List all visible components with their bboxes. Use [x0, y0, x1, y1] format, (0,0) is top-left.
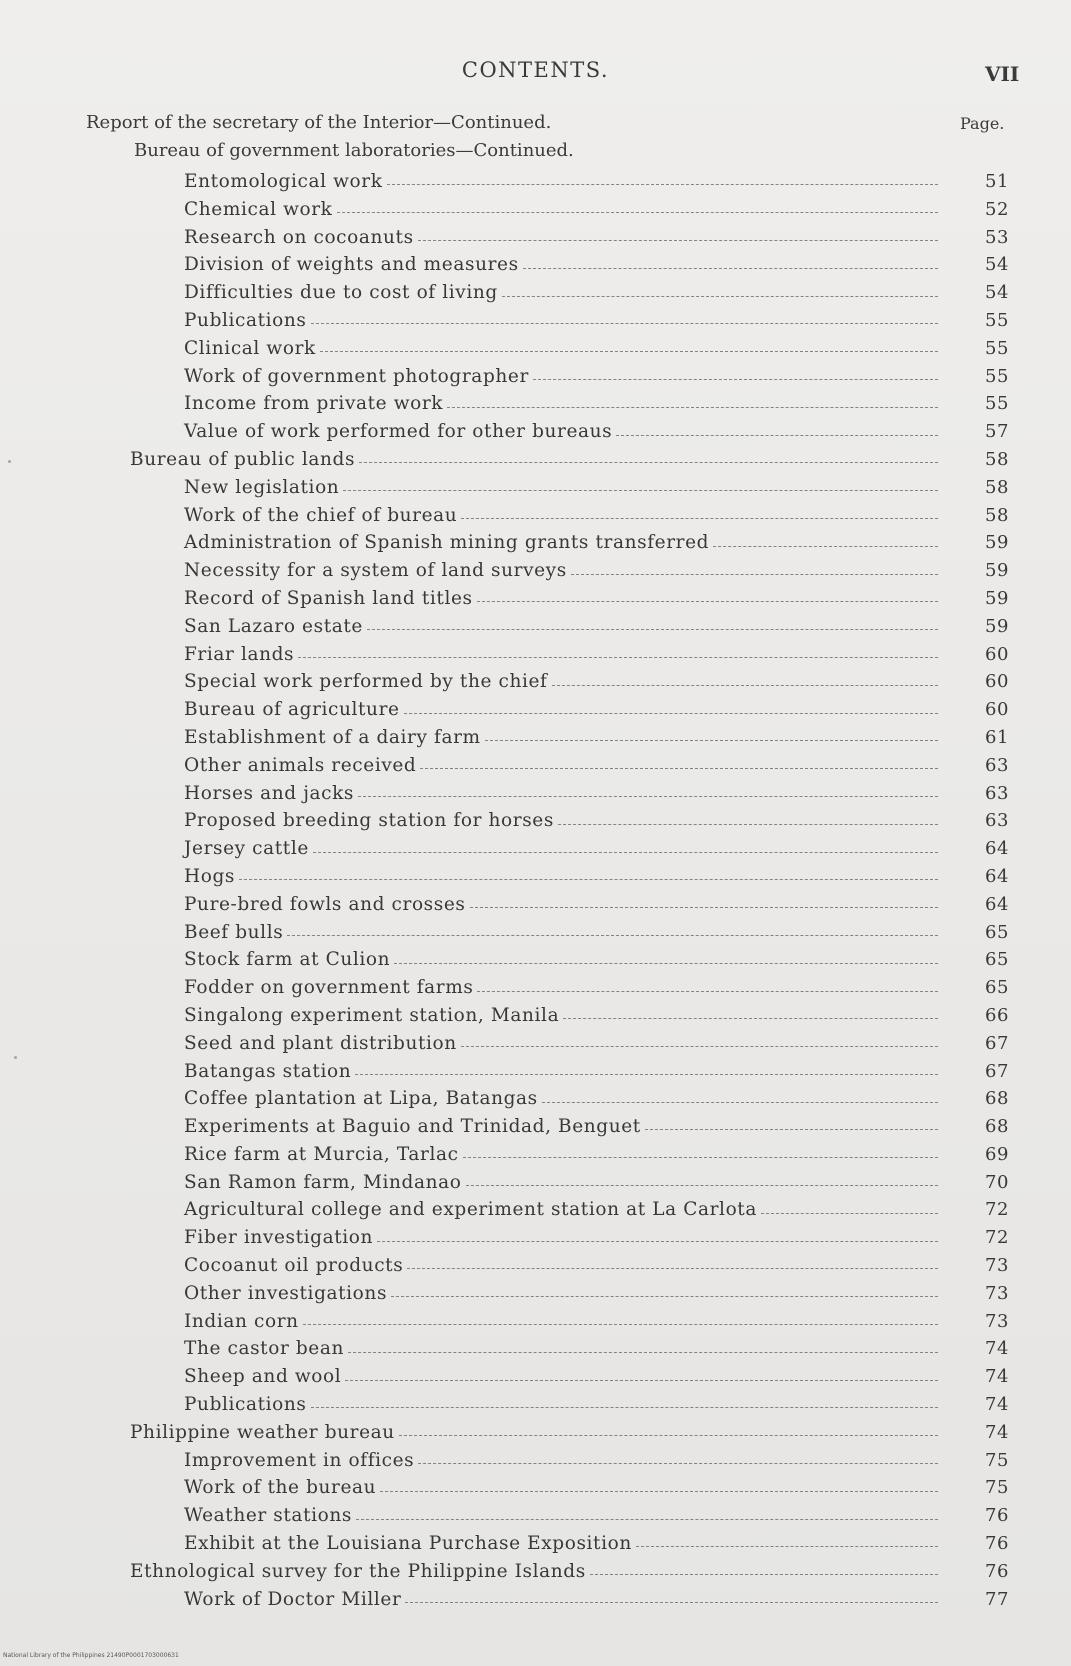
toc-entry — [0, 696, 1071, 724]
toc-entry-page: 54 — [985, 282, 1010, 304]
toc-entry — [0, 1141, 1071, 1169]
dot-leader — [337, 212, 939, 213]
toc-entry — [0, 390, 1071, 418]
toc-entry-page: 55 — [985, 337, 1010, 359]
toc-entry-leader — [184, 1308, 938, 1336]
toc-entry — [0, 1419, 1071, 1447]
toc-entry-page: 58 — [985, 476, 1010, 498]
dot-leader — [563, 1018, 938, 1019]
dot-leader — [343, 490, 938, 491]
dot-leader — [463, 1157, 938, 1158]
toc-entry-page: 60 — [985, 699, 1010, 721]
toc-entry-title: Entomological work — [184, 171, 383, 192]
dot-leader — [761, 1213, 938, 1214]
dot-leader — [311, 1407, 938, 1408]
toc-entry — [0, 835, 1071, 863]
toc-entry-leader — [184, 641, 938, 669]
toc-entry-title: Jersey cattle — [184, 838, 309, 860]
toc-entry-leader — [184, 585, 938, 613]
dot-leader — [418, 1463, 938, 1464]
dot-leader — [523, 268, 938, 269]
toc-entry-leader — [184, 974, 938, 1002]
page-folio: VII — [985, 62, 1020, 86]
toc-entry-leader — [184, 196, 938, 224]
toc-entry-page: 76 — [985, 1533, 1010, 1555]
toc-entry-title: Proposed breeding station for horses — [184, 810, 554, 832]
toc-entry — [0, 1363, 1071, 1391]
toc-entry-page: 58 — [985, 504, 1010, 526]
paper-speck — [14, 1056, 17, 1059]
toc-entry-page: 68 — [985, 1088, 1010, 1110]
toc-entry-page: 55 — [985, 365, 1010, 387]
toc-entry-leader — [184, 946, 938, 974]
dot-leader — [447, 407, 938, 408]
toc-entry — [0, 613, 1071, 641]
section-heading: Report of the secretary of the Interior—Continued. — [86, 112, 552, 133]
toc-entry-title: Administration of Spanish mining grants transferred — [184, 532, 710, 554]
dot-leader — [407, 1268, 938, 1269]
toc-entry-leader — [184, 724, 938, 752]
dot-leader — [303, 1324, 938, 1325]
dot-leader — [358, 796, 938, 797]
toc-entry-title: Batangas station — [184, 1060, 352, 1082]
toc-entry — [0, 224, 1071, 252]
toc-entry-page: 59 — [985, 587, 1010, 609]
toc-entry-page: 65 — [985, 949, 1010, 971]
toc-entry-title: Work of the chief of bureau — [184, 504, 458, 526]
toc-entry — [0, 1196, 1071, 1224]
toc-entry — [0, 363, 1071, 391]
toc-entry — [0, 752, 1071, 780]
toc-entry-leader — [184, 807, 938, 835]
toc-entry-title: Philippine weather bureau — [130, 1421, 395, 1443]
dot-leader — [533, 379, 938, 380]
toc-entry-title: Singalong experiment station, Manila — [184, 1004, 560, 1026]
page-column-label: Page. — [960, 114, 1005, 133]
toc-entry — [0, 1335, 1071, 1363]
toc-entry-title: Bureau of agriculture — [184, 699, 400, 721]
toc-entry — [0, 1252, 1071, 1280]
toc-entry-page: 55 — [985, 309, 1010, 331]
toc-entry-leader — [130, 1419, 938, 1447]
toc-entry-title: Establishment of a dairy farm — [184, 726, 481, 748]
toc-entry-leader — [184, 1280, 938, 1308]
toc-entry-leader — [184, 863, 938, 891]
toc-entry-leader — [184, 335, 938, 363]
dot-leader — [345, 1380, 938, 1381]
toc-entry — [0, 1113, 1071, 1141]
dot-leader — [387, 184, 938, 185]
toc-entry-page: 70 — [985, 1171, 1010, 1193]
toc-entry-page: 58 — [985, 448, 1010, 470]
toc-entry-title: Experiments at Baguio and Trinidad, Benguet — [184, 1116, 641, 1138]
toc-entry-page: 63 — [985, 754, 1010, 776]
toc-entry-leader — [184, 780, 938, 808]
toc-entry — [0, 1308, 1071, 1336]
toc-entry-title: San Lazaro estate — [184, 615, 363, 637]
toc-entry-page: 67 — [985, 1032, 1010, 1054]
toc-entry-title: Record of Spanish land titles — [184, 587, 473, 609]
toc-entry — [0, 668, 1071, 696]
dot-leader — [356, 1519, 938, 1520]
toc-entry — [0, 279, 1071, 307]
toc-entry — [0, 946, 1071, 974]
toc-entry-title: Weather stations — [184, 1505, 352, 1527]
toc-entry-page: 73 — [985, 1310, 1010, 1332]
toc-entry-page: 65 — [985, 977, 1010, 999]
dot-leader — [645, 1129, 938, 1130]
toc-entry — [0, 307, 1071, 335]
dot-leader — [713, 546, 938, 547]
page-title: CONTENTS. — [461, 58, 610, 82]
toc-entry-leader — [184, 1363, 938, 1391]
toc-entry-page: 74 — [985, 1394, 1010, 1416]
dot-leader — [571, 574, 938, 575]
toc-entry-leader — [184, 1196, 938, 1224]
toc-entry-leader — [184, 1141, 938, 1169]
toc-entry — [0, 780, 1071, 808]
toc-entry-title: Sheep and wool — [184, 1366, 342, 1388]
toc-entry — [0, 1586, 1071, 1614]
toc-entry-title: Special work performed by the chief — [184, 671, 548, 693]
toc-entry-page: 73 — [985, 1282, 1010, 1304]
dot-leader — [359, 462, 938, 463]
toc-entry-page: 59 — [985, 532, 1010, 554]
toc-entry-title: Other animals received — [184, 754, 417, 776]
toc-entry-leader — [184, 502, 938, 530]
toc-entry — [0, 418, 1071, 446]
toc-entry — [0, 863, 1071, 891]
toc-entry-page: 60 — [985, 671, 1010, 693]
toc-list — [0, 168, 1071, 1613]
toc-entry-title: Seed and plant distribution — [184, 1032, 457, 1054]
toc-entry — [0, 446, 1071, 474]
toc-entry-title: Cocoanut oil products — [184, 1255, 404, 1277]
dot-leader — [418, 240, 938, 241]
toc-entry-leader — [184, 418, 938, 446]
toc-entry — [0, 1058, 1071, 1086]
toc-entry-title: Necessity for a system of land surveys — [184, 560, 567, 582]
dot-leader — [477, 601, 938, 602]
toc-entry — [0, 168, 1071, 196]
toc-entry-page: 74 — [985, 1421, 1010, 1443]
toc-entry-page: 54 — [985, 254, 1010, 276]
toc-entry-page: 68 — [985, 1116, 1010, 1138]
toc-entry-page: 65 — [985, 921, 1010, 943]
toc-entry-page: 59 — [985, 615, 1010, 637]
toc-entry-page: 63 — [985, 810, 1010, 832]
toc-entry-title: The castor bean — [184, 1338, 344, 1360]
toc-entry-page: 76 — [985, 1560, 1010, 1582]
toc-entry-title: Fiber investigation — [184, 1227, 374, 1249]
toc-entry — [0, 891, 1071, 919]
toc-entry-page: 73 — [985, 1255, 1010, 1277]
toc-entry-leader — [184, 1530, 938, 1558]
dot-leader — [391, 1296, 938, 1297]
toc-entry-title: Exhibit at the Louisiana Purchase Exposition — [184, 1533, 632, 1555]
toc-entry — [0, 974, 1071, 1002]
toc-entry — [0, 474, 1071, 502]
toc-entry-page: 67 — [985, 1060, 1010, 1082]
toc-entry-page: 64 — [985, 838, 1010, 860]
toc-entry-leader — [184, 1447, 938, 1475]
dot-leader — [477, 991, 938, 992]
dot-leader — [461, 1046, 938, 1047]
toc-entry-title: Horses and jacks — [184, 782, 355, 804]
toc-entry-page: 74 — [985, 1366, 1010, 1388]
dot-leader — [470, 907, 938, 908]
dot-leader — [367, 629, 938, 630]
dot-leader — [377, 1241, 938, 1242]
toc-entry — [0, 585, 1071, 613]
toc-entry-title: Work of the bureau — [184, 1477, 377, 1499]
toc-entry-page: 57 — [985, 421, 1010, 443]
toc-entry-title: Value of work performed for other bureaus — [184, 421, 613, 443]
toc-entry-page: 55 — [985, 393, 1010, 415]
toc-entry-title: Indian corn — [184, 1310, 299, 1332]
dot-leader — [502, 296, 938, 297]
toc-entry-title: San Ramon farm, Mindanao — [184, 1171, 462, 1193]
toc-entry-page: 72 — [985, 1227, 1010, 1249]
toc-entry-title: Stock farm at Culion — [184, 949, 391, 971]
toc-entry-title: Hogs — [184, 865, 236, 887]
toc-entry-title: Fodder on government farms — [184, 977, 474, 999]
toc-entry-page: 77 — [985, 1588, 1010, 1610]
dot-leader — [542, 1102, 938, 1103]
toc-entry-leader — [184, 1335, 938, 1363]
dot-leader — [404, 713, 938, 714]
toc-entry — [0, 335, 1071, 363]
toc-entry-title: Improvement in offices — [184, 1449, 415, 1471]
toc-entry-leader — [184, 891, 938, 919]
toc-entry-page: 59 — [985, 560, 1010, 582]
toc-entry-title: Work of Doctor Miller — [184, 1588, 402, 1610]
toc-entry-leader — [184, 919, 938, 947]
toc-entry-page: 53 — [985, 226, 1010, 248]
toc-entry-leader — [184, 529, 938, 557]
toc-entry-title: Difficulties due to cost of living — [184, 282, 498, 304]
toc-entry-page: 64 — [985, 893, 1010, 915]
toc-entry-leader — [184, 1085, 938, 1113]
toc-entry-title: Publications — [184, 1394, 307, 1416]
toc-entry-title: Friar lands — [184, 643, 295, 665]
dot-leader — [636, 1546, 938, 1547]
dot-leader — [239, 879, 938, 880]
toc-entry — [0, 251, 1071, 279]
toc-entry-leader — [130, 1558, 938, 1586]
toc-entry-title: Beef bulls — [184, 921, 284, 943]
toc-entry-leader — [184, 1586, 938, 1614]
toc-entry-page: 51 — [985, 171, 1010, 192]
toc-entry-leader — [184, 1224, 938, 1252]
toc-entry-page: 72 — [985, 1199, 1010, 1221]
toc-entry-leader — [184, 1391, 938, 1419]
toc-entry — [0, 502, 1071, 530]
dot-leader — [298, 657, 938, 658]
toc-entry-title: Chemical work — [184, 198, 333, 220]
toc-entry — [0, 1558, 1071, 1586]
dot-leader — [466, 1185, 938, 1186]
toc-entry-leader — [184, 752, 938, 780]
toc-entry-leader — [184, 1169, 938, 1197]
toc-entry — [0, 1002, 1071, 1030]
toc-entry — [0, 1169, 1071, 1197]
toc-entry-leader — [184, 307, 938, 335]
toc-entry — [0, 724, 1071, 752]
toc-entry — [0, 641, 1071, 669]
toc-entry-leader — [184, 835, 938, 863]
toc-entry-title: Income from private work — [184, 393, 444, 415]
toc-entry — [0, 1280, 1071, 1308]
dot-leader — [320, 351, 938, 352]
toc-entry-title: Clinical work — [184, 337, 316, 359]
toc-entry-leader — [184, 251, 938, 279]
toc-entry-leader — [184, 557, 938, 585]
toc-entry — [0, 1085, 1071, 1113]
toc-entry-leader — [184, 1113, 938, 1141]
toc-entry-title: Division of weights and measures — [184, 254, 519, 276]
toc-entry-page: 69 — [985, 1143, 1010, 1165]
dot-leader — [590, 1574, 938, 1575]
toc-entry-title: Other investigations — [184, 1282, 388, 1304]
dot-leader — [394, 963, 938, 964]
toc-entry-leader — [184, 668, 938, 696]
toc-entry-leader — [184, 1058, 938, 1086]
dot-leader — [313, 852, 938, 853]
toc-entry — [0, 1224, 1071, 1252]
toc-entry — [0, 807, 1071, 835]
toc-entry-title: New legislation — [184, 476, 340, 498]
dot-leader — [616, 435, 938, 436]
toc-entry-title: Rice farm at Murcia, Tarlac — [184, 1143, 459, 1165]
toc-entry — [0, 196, 1071, 224]
dot-leader — [552, 685, 939, 686]
toc-entry-page: 74 — [985, 1338, 1010, 1360]
sub-heading: Bureau of government laboratories—Continued. — [134, 140, 574, 161]
dot-leader — [311, 323, 938, 324]
toc-entry-page: 76 — [985, 1505, 1010, 1527]
toc-entry-leader — [184, 363, 938, 391]
dot-leader — [355, 1074, 938, 1075]
toc-entry-leader — [184, 474, 938, 502]
toc-entry-leader — [130, 446, 938, 474]
dot-leader — [461, 518, 938, 519]
toc-entry-title: Agricultural college and experiment station at La Carlota — [184, 1199, 757, 1221]
toc-entry-leader — [184, 279, 938, 307]
toc-entry-page: 61 — [985, 726, 1010, 748]
dot-leader — [420, 768, 938, 769]
toc-entry-title: Ethnological survey for the Philippine Islands — [130, 1560, 586, 1582]
toc-entry-leader — [184, 168, 938, 196]
dot-leader — [399, 1435, 938, 1436]
toc-entry-page: 75 — [985, 1449, 1010, 1471]
toc-entry — [0, 1447, 1071, 1475]
toc-entry-page: 63 — [985, 782, 1010, 804]
toc-entry-leader — [184, 613, 938, 641]
toc-entry-title: Research on cocoanuts — [184, 226, 414, 248]
toc-entry-leader — [184, 1502, 938, 1530]
toc-entry-title: Coffee plantation at Lipa, Batangas — [184, 1088, 538, 1110]
dot-leader — [348, 1352, 938, 1353]
toc-entry-leader — [184, 696, 938, 724]
toc-entry-page: 64 — [985, 865, 1010, 887]
dot-leader — [558, 824, 938, 825]
toc-entry-title: Bureau of public lands — [130, 448, 356, 470]
dot-leader — [380, 1491, 938, 1492]
toc-entry — [0, 1391, 1071, 1419]
toc-entry-title: Pure-bred fowls and crosses — [184, 893, 466, 915]
toc-entry — [0, 1030, 1071, 1058]
footer-caption: National Library of the Philippines 21490P0001703000631 — [3, 1652, 179, 1659]
toc-entry — [0, 529, 1071, 557]
paper-speck — [8, 460, 11, 463]
toc-entry-page: 75 — [985, 1477, 1010, 1499]
toc-entry — [0, 919, 1071, 947]
dot-leader — [485, 740, 938, 741]
toc-entry-leader — [184, 1252, 938, 1280]
toc-entry-page: 52 — [985, 198, 1010, 220]
toc-entry-leader — [184, 1474, 938, 1502]
toc-entry — [0, 1530, 1071, 1558]
dot-leader — [405, 1602, 938, 1603]
toc-entry — [0, 1502, 1071, 1530]
toc-entry-leader — [184, 1030, 938, 1058]
dot-leader — [287, 935, 938, 936]
toc-entry — [0, 1474, 1071, 1502]
toc-entry-title: Work of government photographer — [184, 365, 529, 387]
toc-entry-page: 60 — [985, 643, 1010, 665]
toc-entry-leader — [184, 1002, 938, 1030]
toc-entry-title: Publications — [184, 309, 307, 331]
toc-entry — [0, 557, 1071, 585]
toc-entry-leader — [184, 390, 938, 418]
toc-entry-page: 66 — [985, 1004, 1010, 1026]
toc-entry-leader — [184, 224, 938, 252]
